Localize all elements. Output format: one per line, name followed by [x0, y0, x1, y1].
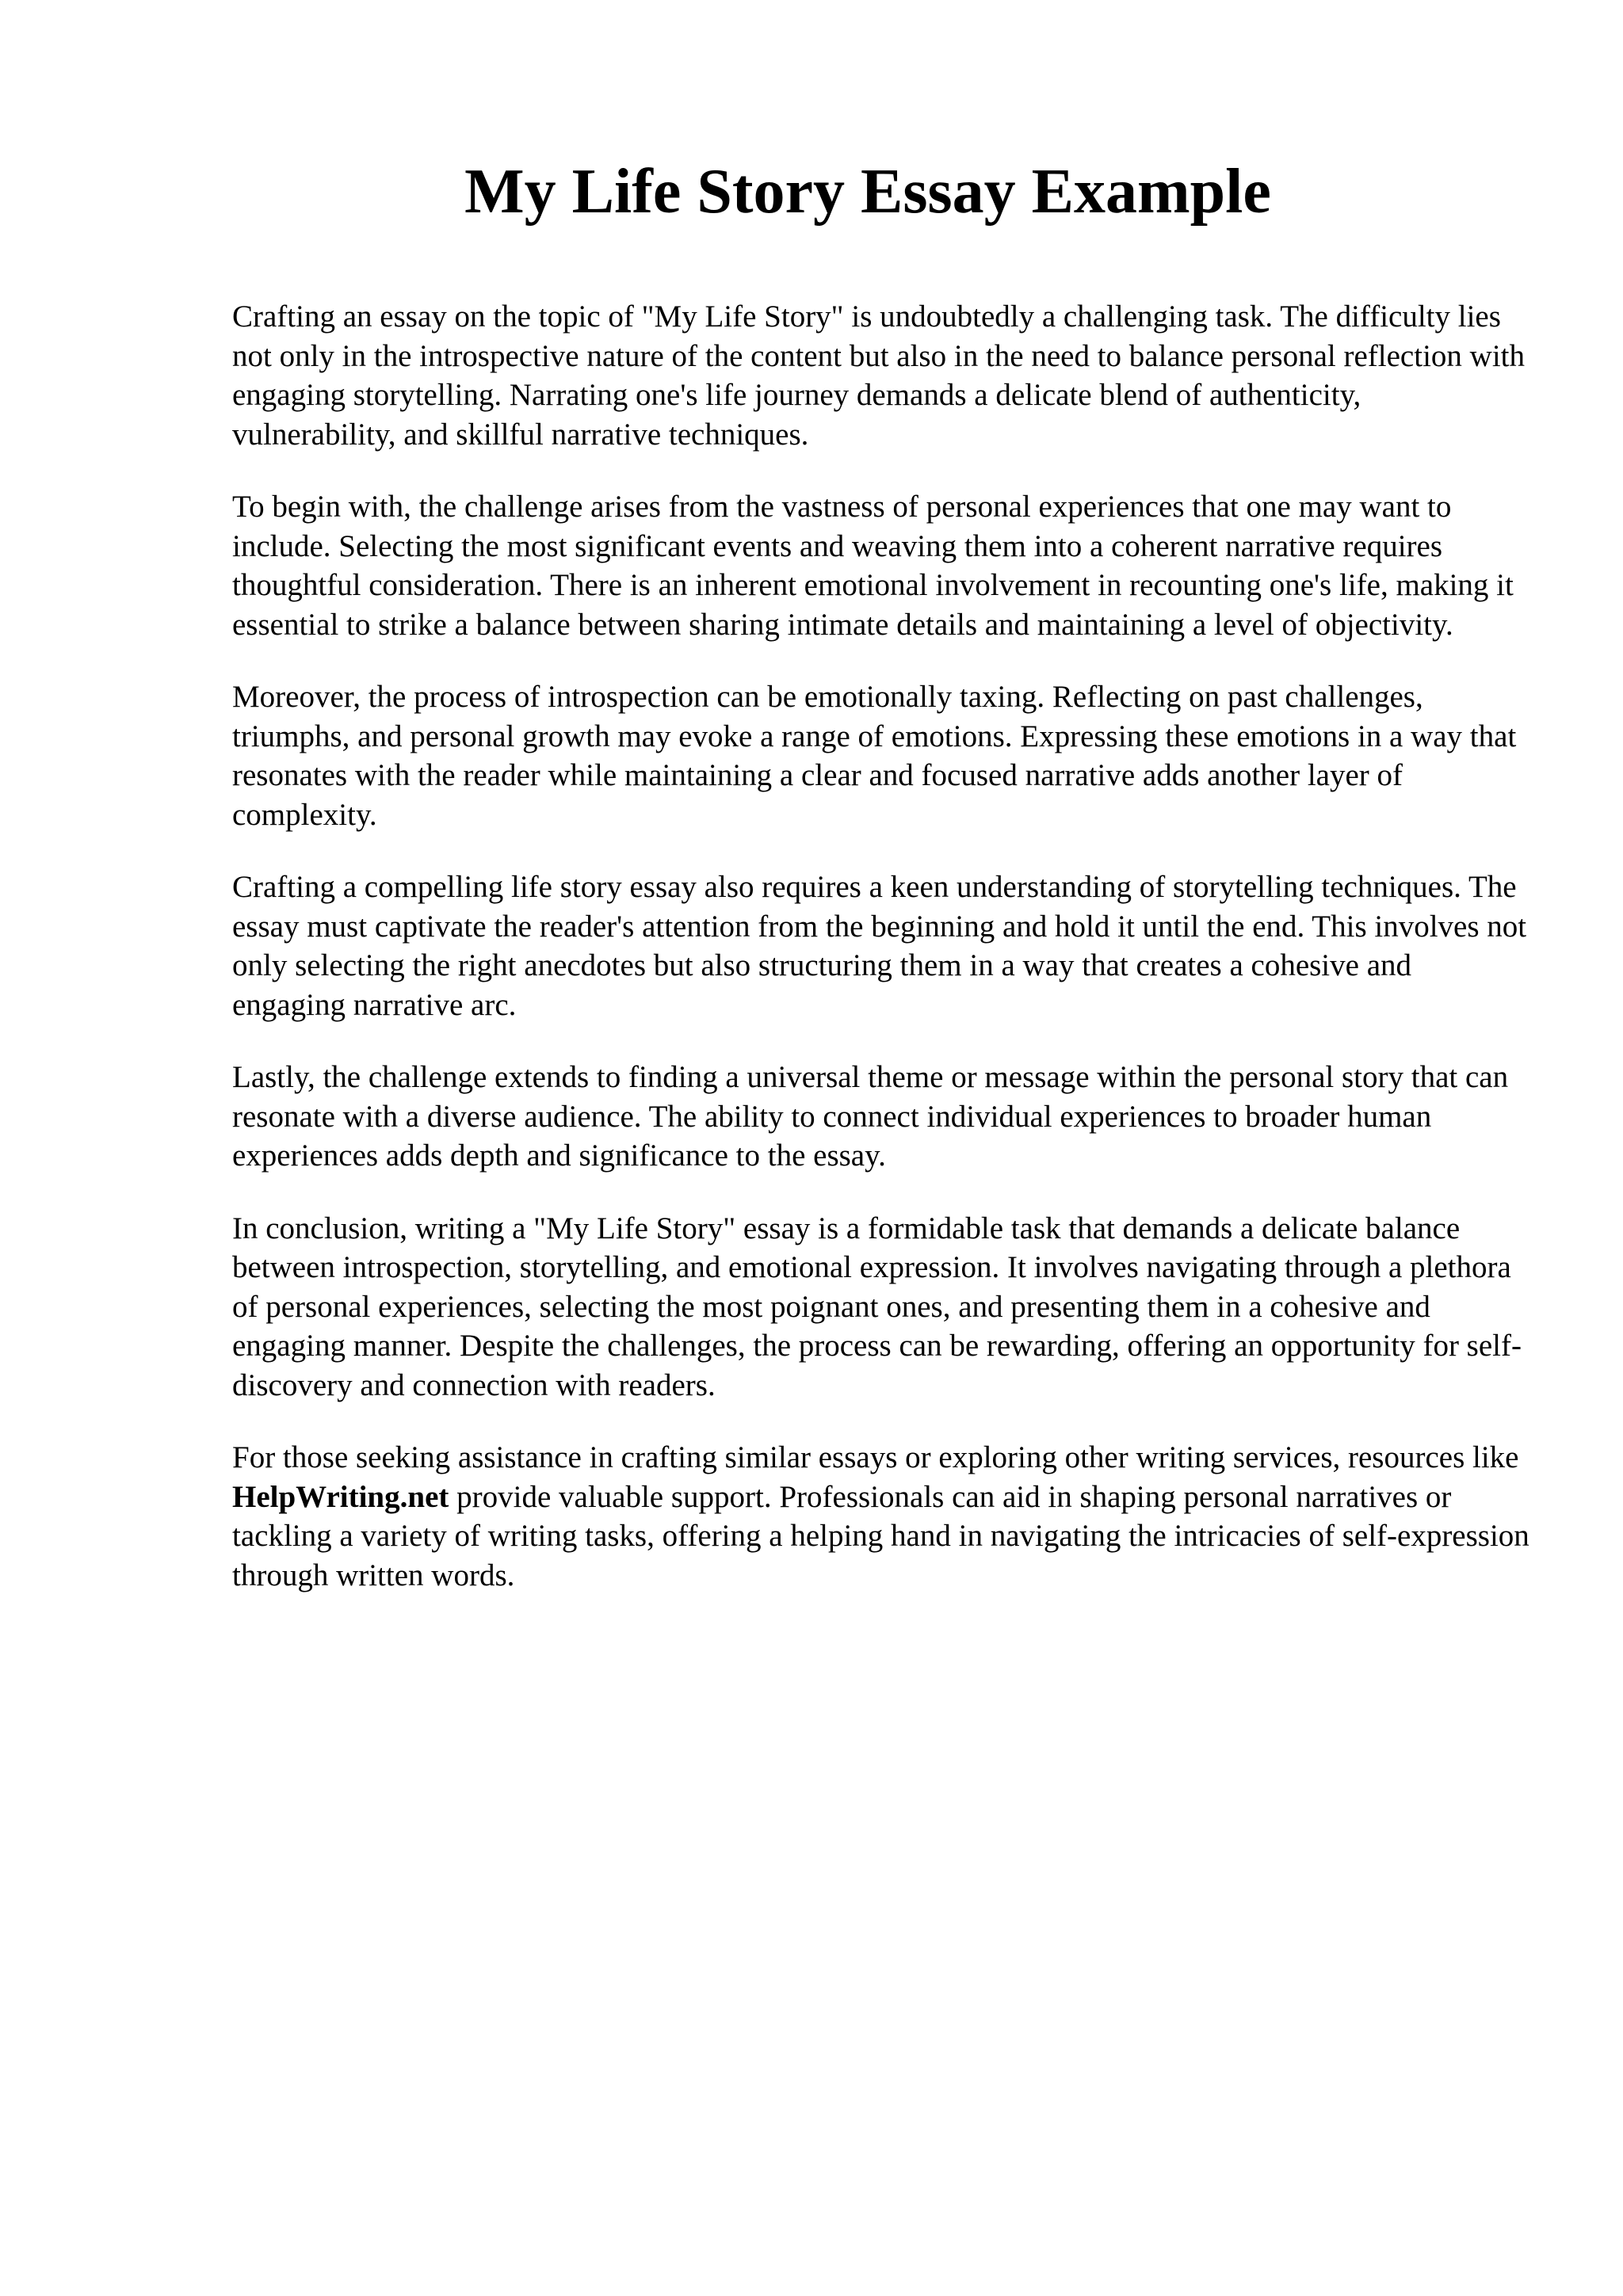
- essay-body: [232, 297, 1532, 1628]
- paragraph-assistance: [232, 1438, 1532, 1595]
- assistance-text-before: For those seeking assistance in crafting similar essays or exploring other writing services, resources like: [232, 1440, 1519, 1474]
- assistance-text-after: provide valuable support. Professionals can aid in shaping personal narratives or tackling a variety of writing tasks, offering a helping hand in navigating the intricacies of self-expression through written words.: [232, 1479, 1529, 1592]
- paragraph-theme: Lastly, the challenge extends to finding a universal theme or message within the personal story that can resonate with a diverse audience. The ability to connect individual experiences to broader human experiences adds depth and significance to the essay.: [232, 1060, 1509, 1173]
- paragraph-introspection: Moreover, the process of introspection can be emotionally taxing. Reflecting on past challenges, triumphs, and personal growth may evoke a range of emotions. Expressing these emotions in a way that resonates with the reader while maintaining a clear and focused narrative adds another layer of complexity.: [232, 680, 1517, 832]
- page-title: My Life Story Essay Example: [464, 157, 1271, 227]
- paragraph-conclusion: In conclusion, writing a "My Life Story" essay is a formidable task that demands a delicate balance between introspection, storytelling, and emotional expression. It involves navigating through a plethora of personal experiences, selecting the most poignant ones, and presenting them in a cohesive and engaging manner. Despite the challenges, the process can be rewarding, offering an opportunity for self-discovery and connection with readers.: [232, 1211, 1522, 1402]
- brand-name: HelpWriting.net: [232, 1479, 449, 1514]
- paragraph-storytelling: Crafting a compelling life story essay also requires a keen understanding of storytelling techniques. The essay must captivate the reader's attention from the beginning and hold it until the end. This involves not only selecting the right anecdotes but also structuring them in a way that creates a cohesive and engaging narrative arc.: [232, 870, 1527, 1022]
- paragraph-intro: Crafting an essay on the topic of "My Life Story" is undoubtedly a challenging task. The difficulty lies not only in the introspective nature of the content but also in the need to balance personal reflection with engaging storytelling. Narrating one's life journey demands a delicate blend of authenticity, vulnerability, and skillful narrative techniques.: [232, 299, 1525, 452]
- paragraph-begin: To begin with, the challenge arises from the vastness of personal experiences that one may want to include. Selecting the most significant events and weaving them into a coherent narrative requires thoughtful consideration. There is an inherent emotional involvement in recounting one's life, making it essential to strike a balance between sharing intimate details and maintaining a level of objectivity.: [232, 490, 1514, 642]
